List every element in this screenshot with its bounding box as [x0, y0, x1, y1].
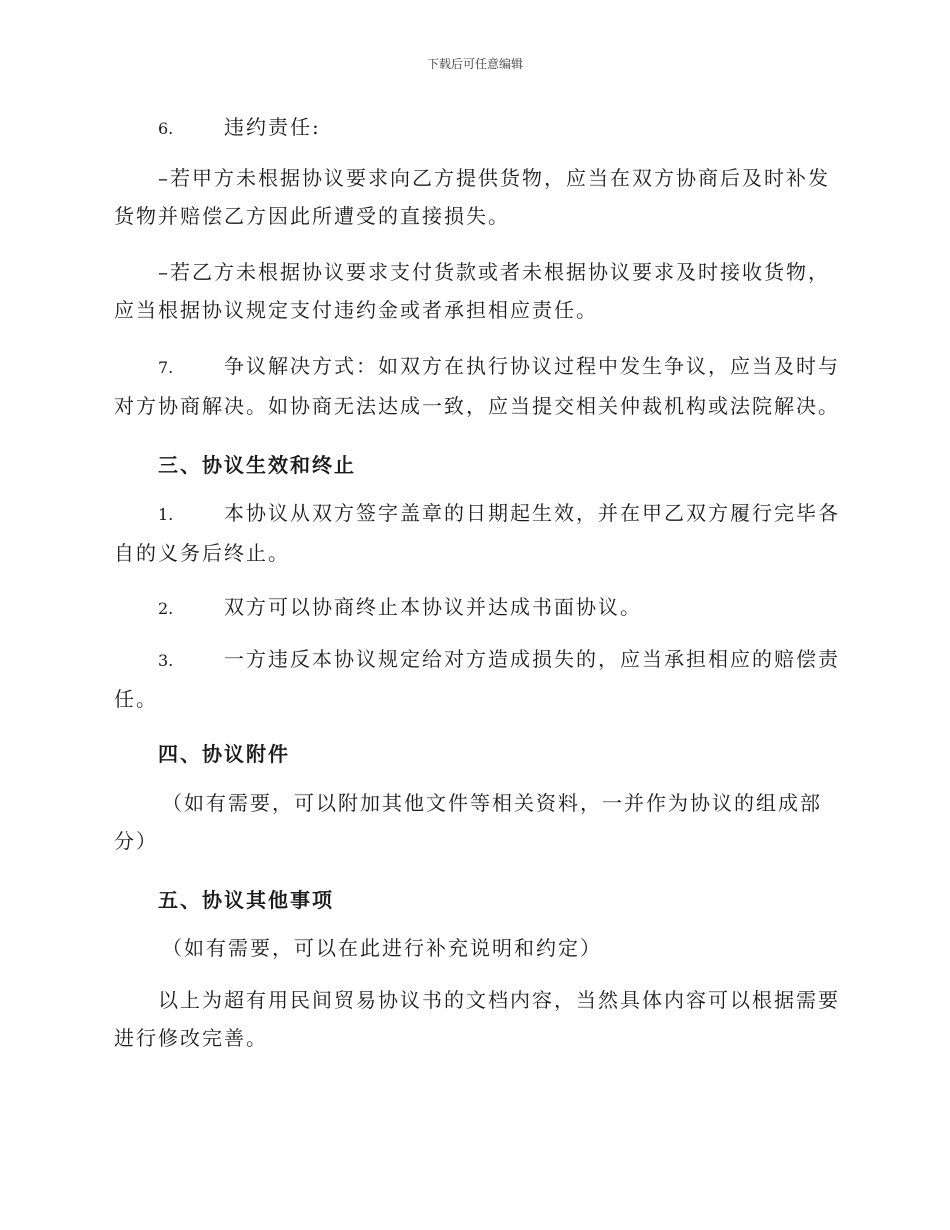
item-text: 争议解决方式：如双方在执行协议过程中发生争议，应当及时与	[224, 354, 840, 378]
clause-line: 货物并赔偿乙方因此所遭受的直接损失。	[114, 204, 510, 228]
body-line: 以上为超有用民间贸易协议书的文档内容，当然具体内容可以根据需要	[158, 988, 840, 1012]
section-4-heading: 四、协议附件	[158, 742, 290, 766]
clause-b	[114, 253, 834, 329]
clause-line: –若甲方未根据协议要求向乙方提供货物，应当在双方协商后及时补发	[158, 166, 830, 190]
body-line: 进行修改完善。	[114, 1026, 268, 1050]
body-line: 分）	[114, 829, 158, 853]
closing-paragraph	[114, 981, 840, 1057]
section-5-heading: 五、协议其他事项	[158, 888, 334, 912]
item-text: 对方协商解决。如协商无法达成一致，应当提交相关仲裁机构或法院解决。	[114, 394, 840, 418]
clause-a	[114, 159, 834, 235]
item-text: 双方可以协商终止本协议并达成书面协议。	[224, 595, 642, 619]
section-5-body	[114, 929, 834, 967]
section-3-item-2	[114, 588, 834, 628]
item-text: 一方违反本协议规定给对方造成损失的，应当承担相应的赔偿责	[224, 647, 840, 671]
body-line: （如有需要，可以附加其他文件等相关资料，一并作为协议的组成部	[162, 791, 822, 815]
item-text: 违约责任:	[224, 115, 321, 139]
section-3-item-3	[114, 640, 840, 718]
clause-line: –若乙方未根据协议要求支付货款或者未根据协议要求及时接收货物，	[158, 260, 830, 284]
item-number: 6.	[158, 119, 174, 138]
item-number: 7.	[158, 358, 174, 377]
item-number: 3.	[158, 651, 174, 670]
section-3-heading: 三、协议生效和终止	[158, 453, 356, 477]
item-text: 任。	[114, 687, 158, 711]
clause-line: 应当根据协议规定支付违约金或者承担相应责任。	[114, 298, 598, 322]
section-4-body	[114, 784, 834, 860]
body-line: （如有需要，可以在此进行补充说明和约定）	[162, 936, 602, 960]
item-text: 自的义务后终止。	[114, 541, 290, 565]
item-number: 1.	[158, 505, 174, 524]
item-7	[114, 347, 840, 425]
section-3-item-1	[114, 494, 840, 572]
item-6	[114, 108, 834, 148]
item-number: 2.	[158, 599, 174, 618]
page-header: 下载后可任意编辑	[426, 57, 523, 71]
item-text: 本协议从双方签字盖章的日期起生效，并在甲乙双方履行完毕各	[224, 501, 840, 525]
